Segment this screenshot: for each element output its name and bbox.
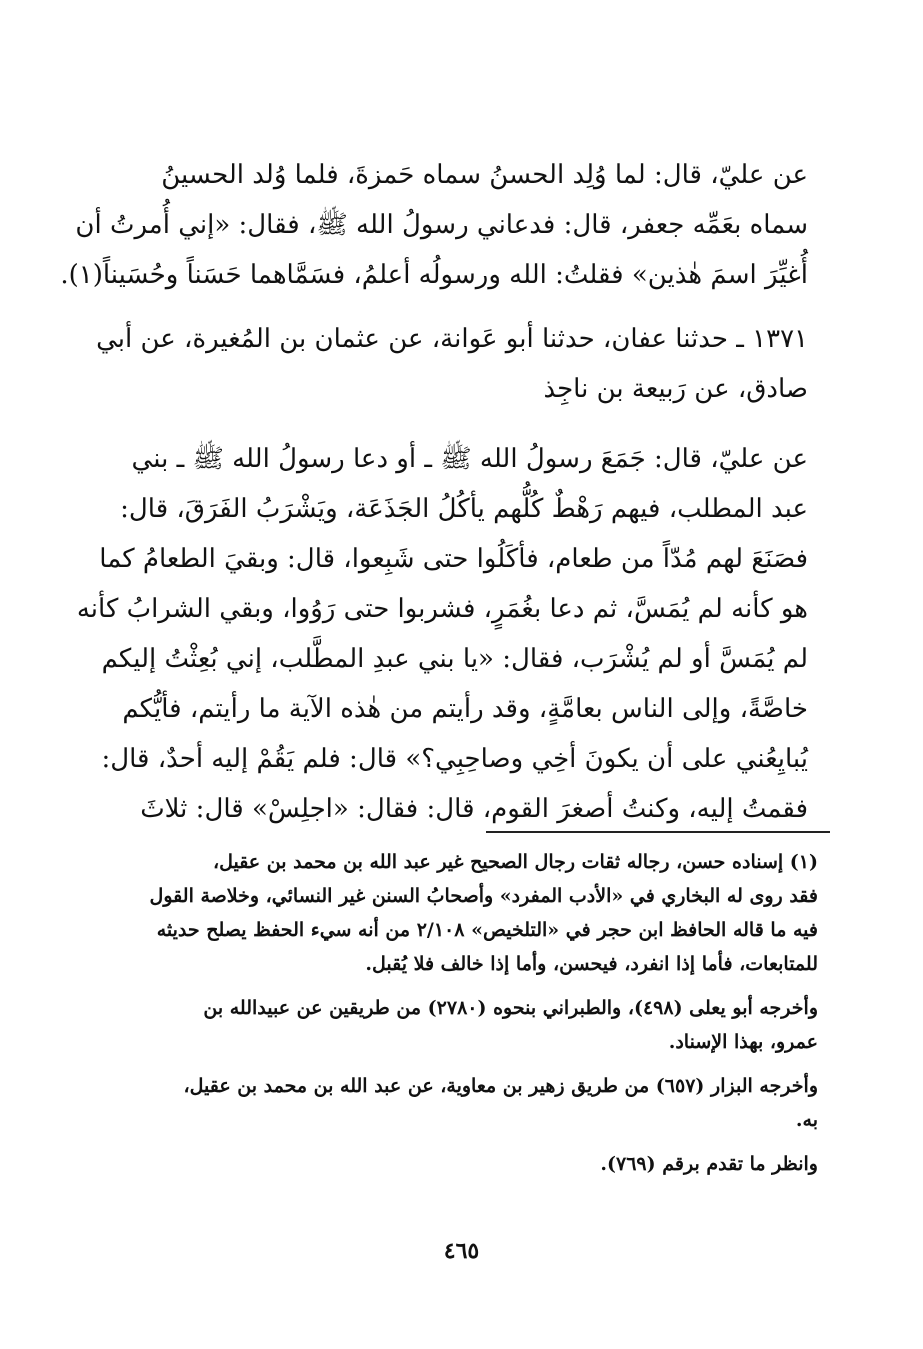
text-line: ١٣٧١ ـ حدثنا عفان، حدثنا أبو عَوانة، عن عثمان بن المُغيرة، عن أبي: [96, 324, 808, 354]
footnote-2: [128, 991, 818, 1059]
text-line: فقمتُ إليه، وكنتُ أصغرَ القوم، قال: فقال: «اجلِسْ» قال: ثلاثَ: [140, 794, 808, 824]
text-line: عبد المطلب، فيهم رَهْطٌ كُلُّهم يأكُلُ الجَذَعَة، ويَشْرَبُ الفَرَقَ، قال:: [120, 494, 808, 524]
footnote-1: [128, 845, 818, 981]
footnote-line: وأخرجه أبو يعلى (٤٩٨)، والطبراني بنحوه (٢٧٨٠) من طريقين عن عبيدالله بن: [203, 997, 818, 1019]
isnad-paragraph: [96, 314, 808, 414]
footnote-separator: [486, 831, 830, 833]
footnote-line: وأخرجه البزار (٦٥٧) من طريق زهير بن معاوية، عن عبد الله بن محمد بن عقيل،: [183, 1075, 818, 1097]
main-text: [60, 145, 808, 834]
footnote-4: [128, 1147, 818, 1181]
text-line: عن عليّ، قال: لما وُلِد الحسنُ سماه حَمزةَ، فلما وُلد الحسينُ: [161, 160, 808, 190]
footnote-line: به.: [795, 1109, 818, 1131]
footnote-line: فيه ما قاله الحافظ ابن حجر في «التلخيص» ٢/١٠٨ من أنه سيء الحفظ يصلح حديثه: [156, 919, 818, 941]
footnote-line: (١) إسناده حسن، رجاله ثقات رجال الصحيح غير عبد الله بن محمد بن عقيل،: [212, 851, 818, 873]
page-number: ٤٦٥: [443, 1238, 480, 1264]
text-line: أُغيِّرَ اسمَ هٰذين» فقلتُ: الله ورسولُه أعلمُ، فسَمَّاهما حَسَناً وحُسَيناً(١).: [60, 260, 808, 290]
text-line: سماه بعَمِّه جعفر، قال: فدعاني رسولُ الله ﷺ، فقال: «إني أُمرتُ أن: [75, 210, 808, 240]
footnote-line: فقد روى له البخاري في «الأدب المفرد» وأصحابُ السنن غير النسائي، وخلاصة القول: [149, 885, 818, 907]
footnote-line: وانظر ما تقدم برقم (٧٦٩).: [600, 1153, 818, 1175]
footnote-line: للمتابعات، فأما إذا انفرد، فيحسن، وأما إذا خالف فلا يُقبل.: [365, 953, 818, 975]
text-line: لم يُمَسَّ أو لم يُشْرَب، فقال: «يا بني عبدِ المطَّلب، إني بُعِثْتُ إليكم: [101, 644, 808, 674]
footnote-3: [128, 1069, 818, 1137]
text-line: خاصَّةً، وإلى الناس بعامَّةٍ، وقد رأيتم من هٰذه الآية ما رأيتم، فأيُّكم: [122, 694, 808, 724]
text-line: فصَنَعَ لهم مُدّاً من طعام، فأكَلُوا حتى شَبِعوا، قال: وبقيَ الطعامُ كما: [99, 544, 808, 574]
footnotes: [128, 845, 818, 1191]
text-line: صادق، عن رَبيعة بن ناجِذ: [543, 374, 808, 404]
hadith-paragraph-1: [60, 150, 808, 300]
text-line: عن عليّ، قال: جَمَعَ رسولُ الله ﷺ ـ أو دعا رسولُ الله ﷺ ـ بني: [131, 444, 808, 474]
text-line: يُبايِعُني على أن يكونَ أخِي وصاحِبِي؟» قال: فلم يَقُمْ إليه أحدٌ، قال:: [101, 744, 808, 774]
footnote-line: عمرو، بهذا الإسناد.: [668, 1031, 818, 1053]
hadith-paragraph-2: [76, 434, 808, 834]
text-line: هو كأنه لم يُمَسَّ، ثم دعا بغُمَرٍ، فشربوا حتى رَوُوا، وبقي الشرابُ كأنه: [76, 594, 808, 624]
